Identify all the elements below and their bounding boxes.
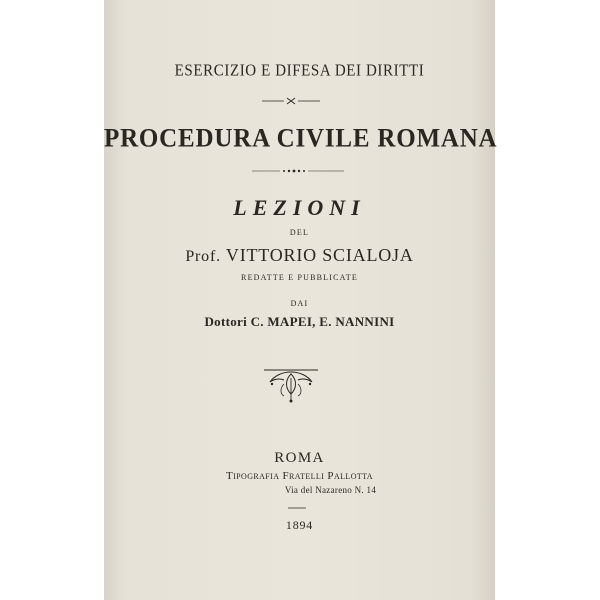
printer-name: Tipografia Fratelli Pallotta	[225, 470, 373, 482]
dai-label: DAI	[290, 299, 309, 308]
title-page	[104, 0, 498, 600]
publication-year: 1894	[285, 518, 314, 532]
dotted-rule-icon	[104, 166, 495, 176]
author-name: VITTORIO SCIALOJA	[225, 245, 414, 265]
printer-address: Via del Nazareno N. 14	[284, 485, 377, 495]
book-title: PROCEDURA CIVILE ROMANA	[104, 124, 498, 153]
editors-line: Dottori C. MAPEI, E. NANNINI	[204, 314, 395, 329]
ornamental-rule-icon	[104, 96, 495, 106]
author-line	[104, 245, 495, 266]
imprint-city: ROMA	[274, 450, 325, 466]
short-rule-icon	[104, 503, 495, 513]
author-prefix: Prof.	[185, 248, 221, 265]
series-title: ESERCIZIO E DIFESA DEI DIRITTI	[174, 61, 425, 81]
del-label: DEL	[289, 228, 310, 237]
floral-vignette-icon	[262, 366, 320, 404]
lezioni-heading: LEZIONI	[233, 195, 366, 220]
redatte-label: REDATTE E PUBBLICATE	[241, 273, 358, 282]
